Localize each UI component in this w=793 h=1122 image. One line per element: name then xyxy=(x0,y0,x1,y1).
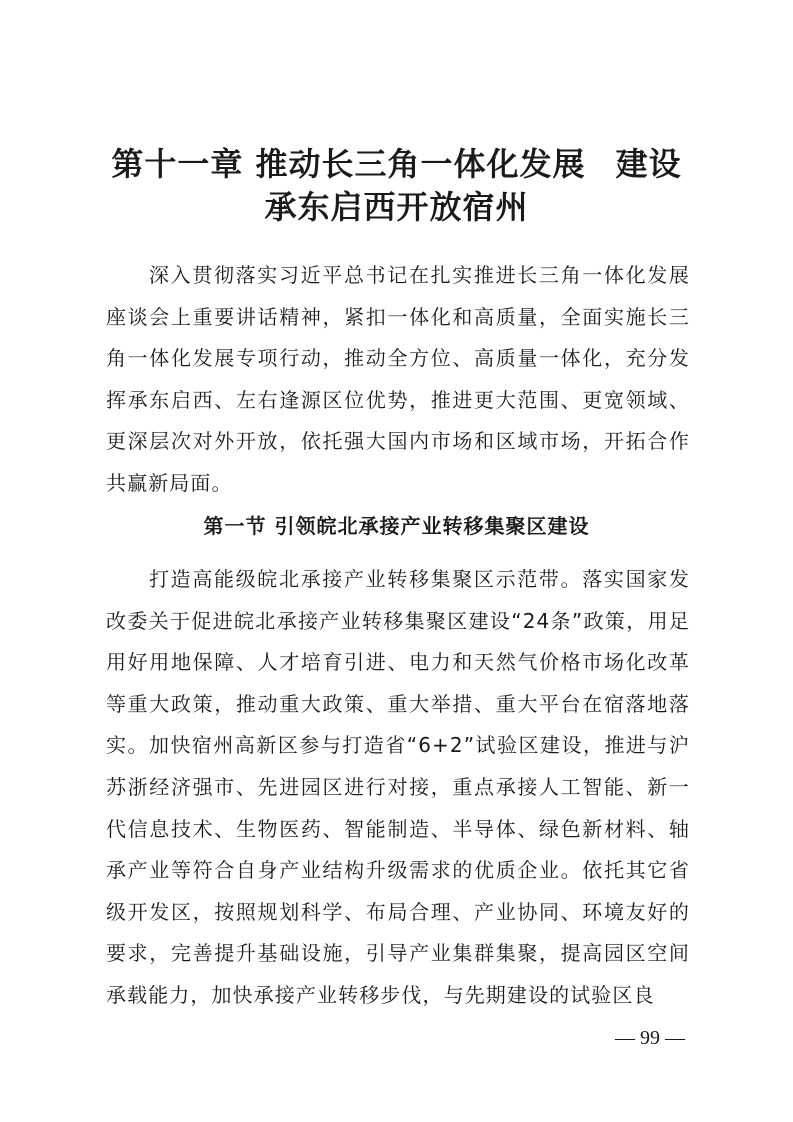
chapter-title-line1 xyxy=(0,139,793,185)
chapter-title-main: 第十一章 推动长三角一体化发展 xyxy=(111,145,586,183)
page-number: — 99 — xyxy=(615,1027,685,1049)
chapter-title-tail: 建设 xyxy=(615,145,682,183)
chapter-title-line2: 承东启西开放宿州 xyxy=(264,188,529,226)
intro-paragraph: 深入贯彻落实习近平总书记在扎实推进长三角一体化发展座谈会上重要讲话精神，紧扣一体化和高质量，全面实施长三角一体化发展专项行动，推动全方位、高质量一体化，充分发挥承东启西、左右逢源区位优势，推进更大范围、更宽领域、更深层次对外开放，依托强大国内市场和区域市场，开拓合作共赢新局面。 xyxy=(106,263,690,495)
section-paragraph: 打造高能级皖北承接产业转移集聚区示范带。落实国家发改委关于促进皖北承接产业转移集聚区建设“24条”政策，用足用好用地保障、人才培育引进、电力和天然气价格市场化改革等重大政策，推动重大政策、重大举措、重大平台在宿落地落实。加快宿州高新区参与打造省“6+2”试验区建设，推进与沪苏浙经济强市、先进园区进行对接，重点承接人工智能、新一代信息技术、生物医药、智能制造、半导体、绿色新材料、轴承产业等符合自身产业结构升级需求的优质企业。依托其它省级开发区，按照规划科学、布局合理、产业协同、环境友好的要求，完善提升基础设施，引导产业集群集聚，提高园区空间承载能力，加快承接产业转移步伐，与先期建设的试验区良 xyxy=(106,567,690,1007)
section-heading: 第一节 引领皖北承接产业转移集聚区建设 xyxy=(203,514,590,538)
